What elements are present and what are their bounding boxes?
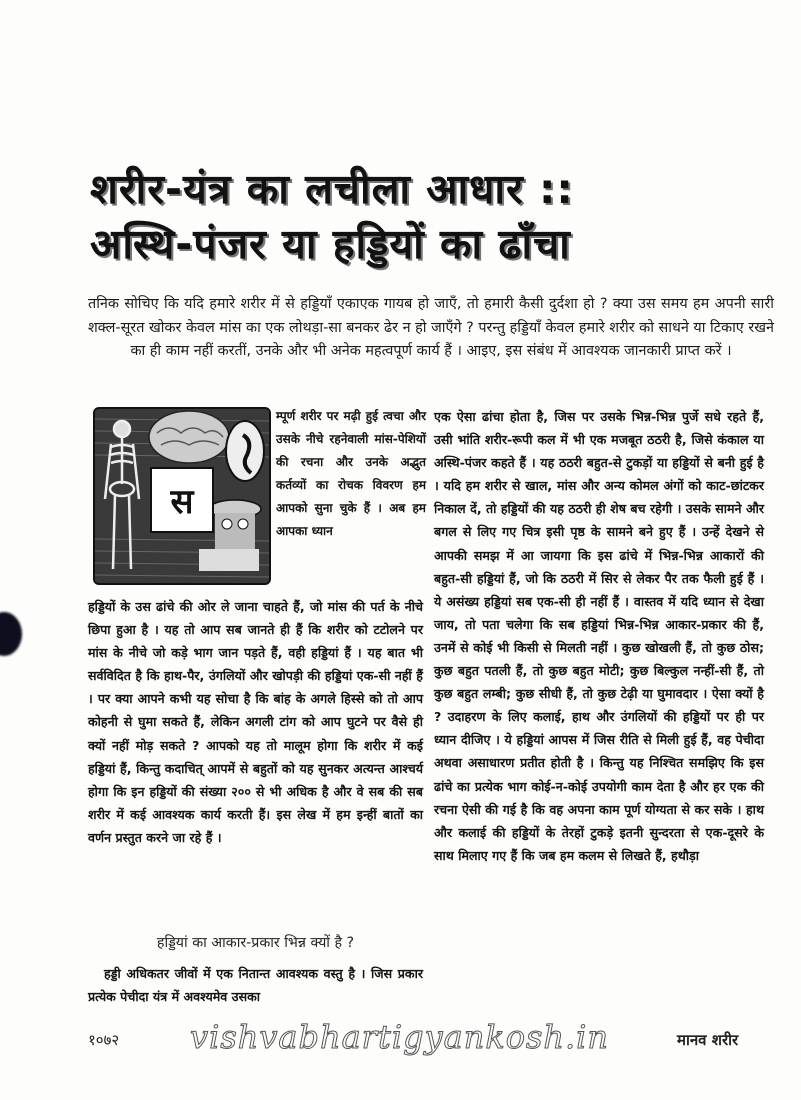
page-number: १०७२ [88,1031,120,1049]
section-subheading: हड्डियां का आकार-प्रकार भिन्न क्यों है ? [156,935,355,951]
left-column-beside-figure [276,405,426,544]
watermark: vishvabhartigyankosh.in [190,1018,610,1056]
title-line-2: अस्थि-पंजर या हड्डियों का ढाँचा [90,220,571,268]
embryo-icon [226,421,264,481]
paragraph-after-subheading: हड्डी अधिकतर जीवों में एक नितान्त आवश्यक वस्तु है । जिस प्रकार प्रत्येक पेचीदा यंत्र में अवश्यमेव उसका [88,966,423,1005]
brain-icon [149,411,229,463]
left-column-bottom [88,962,423,1008]
right-body-paragraph: एक ऐसा ढांचा होता है, जिस पर उसके भिन्न-भिन्न पुर्जे सधे रहते हैं, उसी भांति शरीर-रूपी कल में भी एक मजबूत ठठरी है, जिसे कंकाल या अस्थि-पंजर कहते हैं । यह ठठरी बहुत-से टुकड़ों या हड्डियों से बनी हुई है । यदि हम शरीर से खाल, मांस और अन्य कोमल अंगों को काट-छांटकर निकाल दें, तो हड्डियों की यह ठठरी ही शेष बच रहेगी । उसके सामने और बगल से लिए गए चित्र इसी पृष्ठ के सामने बने हुए हैं । उन्हें देखने से आपकी समझ में आ जायगा कि इस ढांचे में भिन्न-भिन्न आकारों की बहुत-सी हड्डियां हैं, जो कि ठठरी में सिर से लेकर पैर तक फैली हुई हैं । ये असंख्य हड्डियां सब एक-सी ही नहीं हैं । वास्तव में यदि ध्यान से देखा जाय, तो पता चलेगा कि सब हड्डियां भिन्न-भिन्न आकार-प्रकार की हैं, उनमें से कोई भी किसी से मिलती नहीं । कुछ खोखली हैं, तो कुछ ठोस; कुछ बहुत पतली हैं, तो कुछ बहुत मोटी; कुछ बिल्कुल नन्हीं-सी हैं, तो कुछ बहुत लम्बी; कुछ सीधी हैं, तो कुछ टेढ़ी या घुमावदार । ऐसा क्यों है ? उदाहरण के लिए कलाई, हाथ और उंगलियों की हड्डियों पर ही पर ध्यान दीजिए । ये हड्डियां आपस में जिस रीति से मिली हुई हैं, वह पेचीदा अथवा असाधारण प्रतीत होती है । किन्तु यह निश्चित समझिए कि इस ढांचे का प्रत्येक भाग कोई-न-कोई उपयोगी काम देता है और हर एक की रचना ऐसी की गई है कि वह अपना काम पूर्ण योग्यता से कर सके । हाथ और कलाई की हड्डियों के तेरहों टुकड़े इतनी सुन्दरता से एक-दूसरे के साथ मिलाए गए हैं कि जब हम कलम से लिखते हैं, हथौड़ा [434,409,764,863]
intro-paragraph: तनिक सोचिए कि यदि हमारे शरीर में से हड्डियाँ एकाएक गायब हो जाएँ, तो हमारी कैसी दुर्दशा हो ? क्या उस समय हम अपनी सारी शक्ल-सूरत खोकर केवल मांस का एक लोथड़ा-सा बनकर ढेर न हो जाएँगे ? परन्तु हड्डियाँ केवल हमारे शरीर को साधने या टिकाए रखने का ही काम नहीं करतीं, उनके और भी अनेक महत्वपूर्ण कार्य हैं । आइए, इस संबंध में आवश्यक जानकारी प्राप्त करें । [88,296,774,359]
drop-cap: स [150,467,214,533]
paragraph-beside-figure: म्पूर्ण शरीर पर मढ़ी हुई त्वचा और उसके नीचे रहनेवाली मांस-पेशियों की रचना और उनके अद्भुत कर्तव्यों का रोचक विवरण हम आपको सुना चुके हैं । अब हम आपका ध्यान [276,409,426,539]
article-title [90,162,730,272]
binding-mark [0,612,22,656]
running-footer-title: मानव शरीर [677,1031,739,1049]
left-column [88,595,423,849]
illustration-figure [93,407,271,585]
left-body-paragraph: हड्डियों के उस ढांचे की ओर ले जाना चाहते हैं, जो मांस की पर्त के नीचे छिपा हुआ है । यह तो आप सब जानते ही हैं कि शरीर को टटोलने पर मांस के नीचे जो कड़े भाग जान पड़ते हैं, वही हड्डियां हैं । यह बात भी सर्वविदित है कि हाथ-पैर, उंगलियों और खोपड़ी की हड्डियां एक-सी नहीं हैं । पर क्या आपने कभी यह सोचा है कि बांह के अगले हिस्से को तो आप कोहनी से घुमा सकते हैं, लेकिन अगली टांग को आप घुटने पर वैसे ही क्यों नहीं मोड़ सकते ? आपको यह तो मालूम होगा कि शरीर में कई हड्डियां हैं, किन्तु कदाचित् आपमें से बहुतों को यह सुनकर अत्यन्त आश्चर्य होगा कि इन हड्डियों की संख्या २०० से भी अधिक है और वे सब की सब शरीर में कई आवश्यक कार्य करती हैं। इस लेख में हम इन्हीं बातों का वर्णन प्रस्तुत करने जा रहे हैं । [88,599,423,845]
title-line-1: शरीर-यंत्र का लचीला आधार :: [90,165,574,213]
right-column [434,405,764,867]
